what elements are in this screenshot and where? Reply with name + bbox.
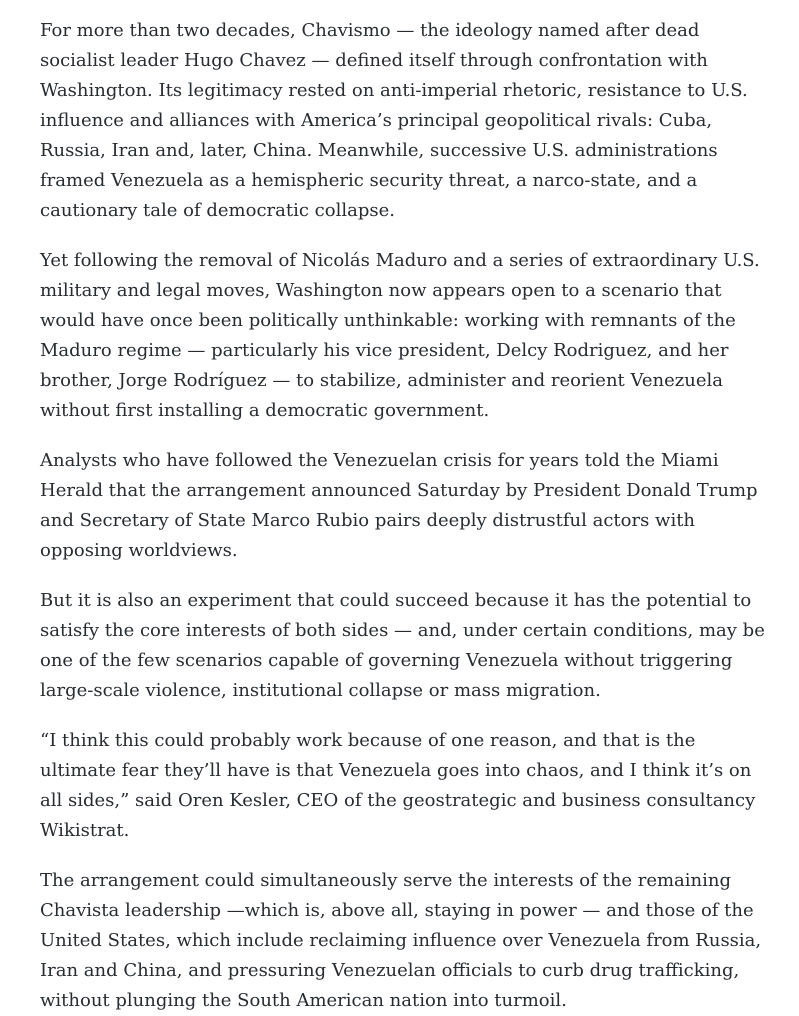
article-paragraph: “I think this could probably work because of one reason, and that is the ultimate fear they’ll have is that Venezuela goes into chaos, and I think it’s on all sides,” said Oren Kesler, CEO of the geostrategic and business consultancy Wikistrat. (40, 730, 756, 841)
article-paragraph: But it is also an experiment that could succeed because it has the potential to satisfy the core interests of both sides — and, under certain conditions, may be one of the few scenarios capable of governing Venezuela without triggering large-scale violence, institutional collapse or mass migration. (40, 590, 765, 701)
article-paragraph: Analysts who have followed the Venezuelan crisis for years told the Miami Herald that the arrangement announced Saturday by President Donald Trump and Secretary of State Marco Rubio pairs deeply distrustful actors with opposing worldviews. (40, 450, 758, 561)
article-paragraph: For more than two decades, Chavismo — the ideology named after dead socialist leader Hugo Chavez — defined itself through confrontation with Washington. Its legitimacy rested on anti-imperial rhetoric, resistance to U.S. influence and alliances with America’s principal geopolitical rivals: Cuba, Russia, Iran and, later, China. Meanwhile, successive U.S. administrations framed Venezuela as a hemispheric security threat, a narco-state, and a cautionary tale of democratic collapse. (40, 20, 748, 221)
article-paragraph: The arrangement could simultaneously serve the interests of the remaining Chavista leadership —which is, above all, staying in power — and those of the United States, which include reclaiming influence over Venezuela from Russia, Iran and China, and pressuring Venezuelan officials to curb drug trafficking, without plunging the South American nation into turmoil. (40, 870, 762, 1011)
article-paragraph: Yet following the removal of Nicolás Maduro and a series of extraordinary U.S. military and legal moves, Washington now appears open to a scenario that would have once been politically unthinkable: working with remnants of the Maduro regime — particularly his vice president, Delcy Rodriguez, and her brother, Jorge Rodríguez — to stabilize, administer and reorient Venezuela without first installing a democratic government. (40, 250, 760, 421)
